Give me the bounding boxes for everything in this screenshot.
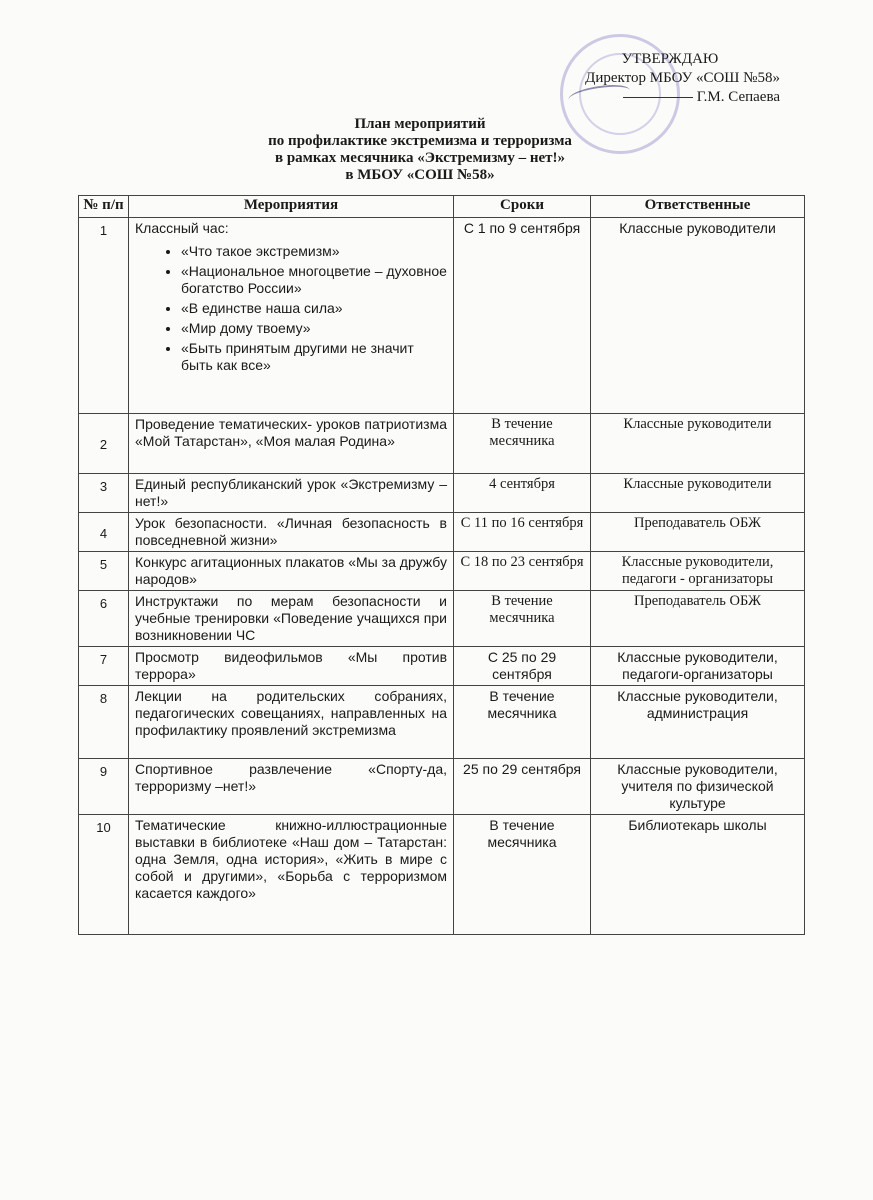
- row-responsible: Библиотекарь школы: [591, 815, 805, 935]
- row-responsible: Преподаватель ОБЖ: [591, 591, 805, 647]
- row-number: 9: [79, 759, 129, 815]
- row-responsible: Классные руководители: [591, 218, 805, 414]
- title-line-3: в рамках месячника «Экстремизму – нет!»: [274, 150, 566, 166]
- topic-list: [135, 243, 447, 374]
- approval-name-line: [520, 88, 780, 107]
- title-line-4: в МБОУ «СОШ №58»: [345, 167, 495, 183]
- row-event: Инструктажи по мерам безопасности и учебные тренировки «Поведение учащихся при возникновении ЧС: [129, 591, 454, 647]
- table-row: [79, 414, 805, 474]
- row-responsible: Классные руководители, учителя по физической культуре: [591, 759, 805, 815]
- table-row: [79, 686, 805, 759]
- topic-item: • «Национальное многоцветие – духовное богатство России»: [181, 263, 447, 297]
- events-table: [78, 195, 805, 935]
- table-header-row: [79, 196, 805, 218]
- row-number: 3: [79, 474, 129, 513]
- topic-item: • «Быть принятым другими не значит быть как все»: [181, 340, 447, 374]
- row-responsible: Классные руководители: [591, 414, 805, 474]
- row-event: Конкурс агитационных плакатов «Мы за дружбу народов»: [129, 552, 454, 591]
- title-line-2: по профилактике экстремизма и терроризма: [268, 133, 572, 149]
- row-number: 5: [79, 552, 129, 591]
- approval-block: [520, 50, 780, 107]
- row-dates: В течение месячника: [454, 414, 591, 474]
- row-dates: С 1 по 9 сентября: [454, 218, 591, 414]
- row-event: Просмотр видеофильмов «Мы против террора»: [129, 647, 454, 686]
- row-dates: В течение месячника: [454, 815, 591, 935]
- row-event: [129, 218, 454, 414]
- row-responsible: Классные руководители, педагоги - организаторы: [591, 552, 805, 591]
- document-title: [180, 116, 660, 184]
- row-dates: С 25 по 29 сентября: [454, 647, 591, 686]
- row-event: Спортивное развлечение «Спорту-да, терроризму –нет!»: [129, 759, 454, 815]
- header-number: № п/п: [79, 196, 129, 218]
- row-event: Тематические книжно-иллюстрационные выставки в библиотеке «Наш дом – Татарстан: одна Земля, одна история», «Жить в мире с собой и другими», «Борьба с терроризмом касается каждого»: [129, 815, 454, 935]
- header-responsible: Ответственные: [591, 196, 805, 218]
- topic-item: • «Мир дому твоему»: [181, 320, 447, 337]
- approval-heading: УТВЕРЖДАЮ: [621, 51, 719, 67]
- row-event: Урок безопасности. «Личная безопасность в повседневной жизни»: [129, 513, 454, 552]
- row-number: 10: [79, 815, 129, 935]
- header-event: Мероприятия: [129, 196, 454, 218]
- row-dates: С 11 по 16 сентября: [454, 513, 591, 552]
- row-dates: С 18 по 23 сентября: [454, 552, 591, 591]
- row-number: 4: [79, 513, 129, 552]
- table-row: [79, 218, 805, 414]
- topic-item: • «В единстве наша сила»: [181, 300, 447, 317]
- row-dates: 25 по 29 сентября: [454, 759, 591, 815]
- row-responsible: Классные руководители: [591, 474, 805, 513]
- table-row: [79, 647, 805, 686]
- row-number: 1: [79, 218, 129, 414]
- approval-name: Г.М. Сепаева: [696, 89, 780, 105]
- row-responsible: Преподаватель ОБЖ: [591, 513, 805, 552]
- table-row: [79, 474, 805, 513]
- header-dates: Сроки: [454, 196, 591, 218]
- row-event: Лекции на родительских собраниях, педагогических совещаниях, направленных на профилактику проявлений экстремизма: [129, 686, 454, 759]
- row-number: 6: [79, 591, 129, 647]
- row-number: 8: [79, 686, 129, 759]
- row-number: 2: [79, 414, 129, 474]
- row-responsible: Классные руководители, педагоги-организаторы: [591, 647, 805, 686]
- topic-item: • «Что такое экстремизм»: [181, 243, 447, 260]
- event-intro: Классный час:: [135, 220, 229, 236]
- row-event: Единый республиканский урок «Экстремизму – нет!»: [129, 474, 454, 513]
- row-responsible: Классные руководители, администрация: [591, 686, 805, 759]
- signature-line: [623, 97, 693, 98]
- approval-position: Директор МБОУ «СОШ №58»: [585, 70, 780, 86]
- table-row: [79, 552, 805, 591]
- table-row: [79, 591, 805, 647]
- table-row: [79, 815, 805, 935]
- title-line-1: План мероприятий: [354, 116, 486, 132]
- row-dates: В течение месячника: [454, 591, 591, 647]
- row-number: 7: [79, 647, 129, 686]
- row-dates: 4 сентября: [454, 474, 591, 513]
- row-event: Проведение тематических- уроков патриотизма «Мой Татарстан», «Моя малая Родина»: [129, 414, 454, 474]
- row-dates: В течение месячника: [454, 686, 591, 759]
- table-row: [79, 513, 805, 552]
- table-row: [79, 759, 805, 815]
